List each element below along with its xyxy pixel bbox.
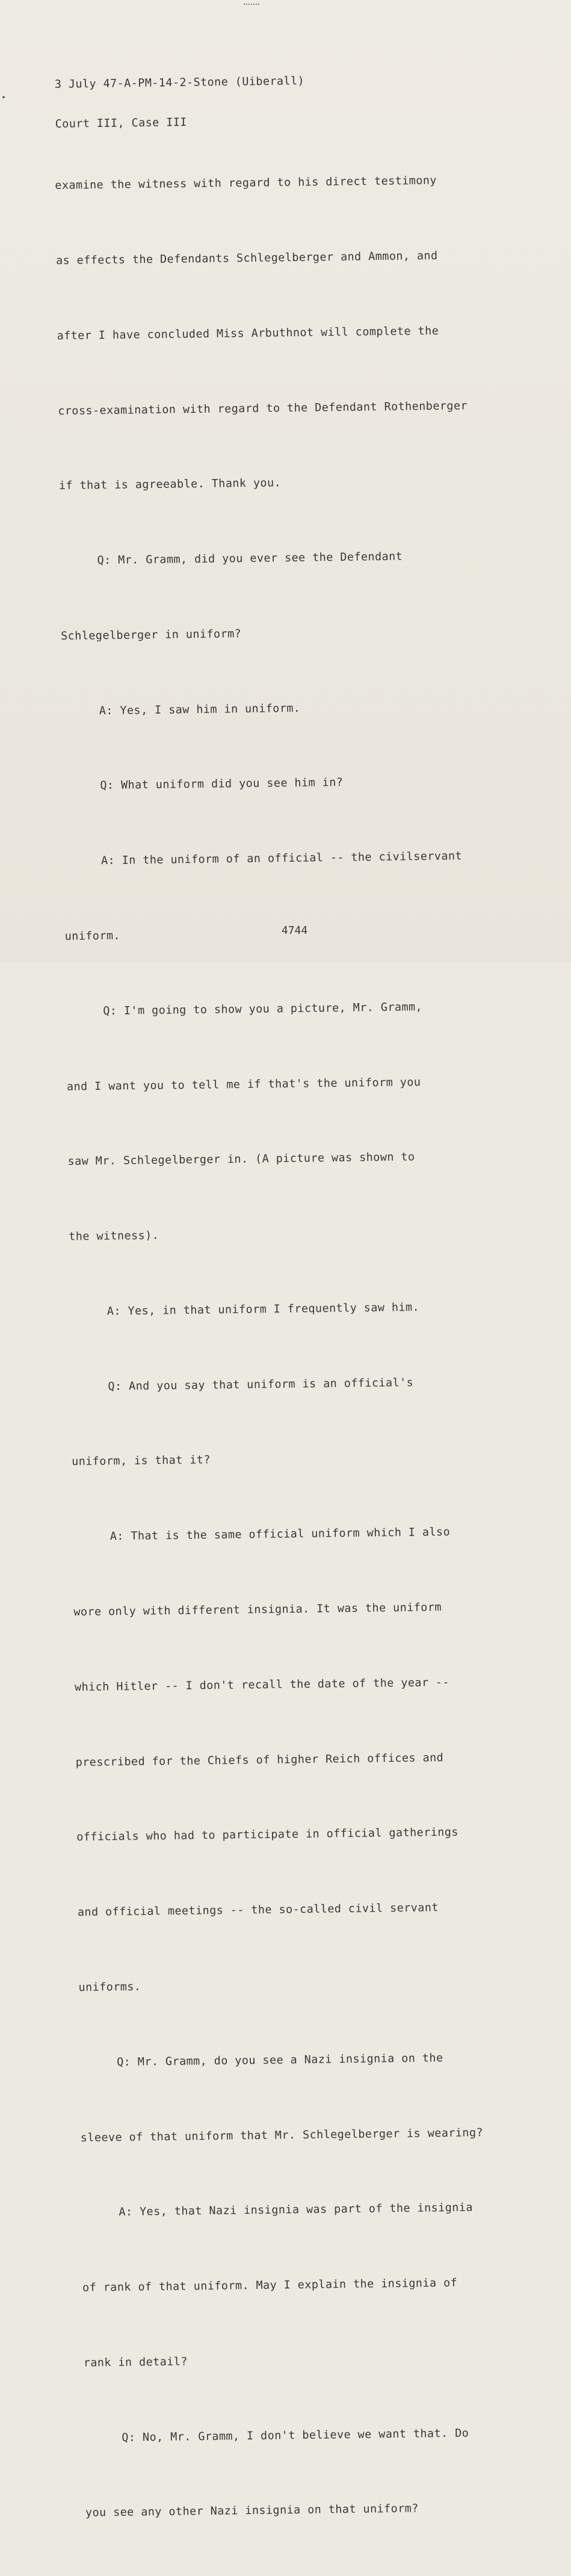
top-punch-mark — [244, 4, 259, 6]
page-number: 4744 — [281, 924, 308, 937]
transcript-line: after I have concluded Miss Arbuthnot will complete the — [57, 324, 439, 342]
question-line: Q: Mr. Gramm, did you ever see the Defendant — [97, 550, 403, 567]
question-line: Q: No, Mr. Gramm, I don't believe we want that. Do — [122, 2426, 469, 2444]
transcript-line: if that is agreeable. Thank you. — [58, 477, 282, 493]
transcript-line: wore only with different insignia. It was the uniform — [73, 1601, 442, 1619]
transcript-line: officials who had to participate in official gatherings — [76, 1826, 458, 1844]
transcript-line: the witness). — [69, 1229, 159, 1243]
transcript-line: cross-examination with regard to the Defendant Rothenberger — [58, 399, 468, 418]
transcript-body — [54, 118, 496, 2576]
transcript-line: which Hitler -- I don't recall the date of the year -- — [74, 1676, 450, 1694]
answer-line: A: Yes, I saw him in uniform. — [99, 702, 301, 717]
transcript-line: as effects the Defendants Schlegelberger and Ammon, and — [55, 249, 438, 267]
transcript-line: of rank of that uniform. May I explain the insignia of — [82, 2276, 458, 2294]
answer-line: A: In the uniform of an official -- the civilservant — [100, 850, 463, 868]
header-session-line: 3 July 47-A-PM-14-2-Stone (Uiberall) — [54, 75, 305, 91]
transcript-line: and official meetings -- the so-called civil servant — [77, 1901, 439, 1919]
transcript-line: Schlegelberger in uniform? — [61, 627, 242, 643]
header-court-line: Court III, Case III — [55, 116, 188, 131]
transcript-line: and I want you to tell me if that's the uniform you — [66, 1075, 421, 1093]
transcript-line: rank in detail? — [83, 2355, 188, 2370]
transcript-line: prescribed for the Chiefs of higher Reich offices and — [75, 1751, 444, 1769]
question-line: Q: I'm going to show you a picture, Mr. Gramm, — [103, 1000, 423, 1018]
answer-line: A: That is the same official uniform which I also — [110, 1525, 451, 1543]
transcript-line: uniform, is that it? — [71, 1454, 211, 1469]
question-line: Q: Mr. Gramm, do you see a Nazi insignia on the — [117, 2051, 443, 2069]
margin-mark — [2, 96, 5, 98]
transcript-line: uniform. — [64, 929, 121, 943]
transcript-line: sleeve of that uniform that Mr. Schlegelberger is wearing? — [80, 2126, 484, 2145]
transcript-line: you see any other Nazi insignia on that uniform? — [85, 2502, 419, 2520]
transcript-line: uniforms. — [78, 1980, 141, 1994]
answer-line: A: Yes, in that uniform I frequently saw him. — [106, 1301, 420, 1318]
transcript-line: saw Mr. Schlegelberger in. (A picture was shown to — [67, 1151, 415, 1169]
question-line: Q: And you say that uniform is an official's — [108, 1376, 414, 1393]
transcript-line: examine the witness with regard to his direct testimony — [55, 174, 437, 193]
question-line: Q: What uniform did you see him in? — [100, 776, 344, 792]
answer-line: A: Yes, that Nazi insignia was part of the insignia — [119, 2201, 473, 2219]
